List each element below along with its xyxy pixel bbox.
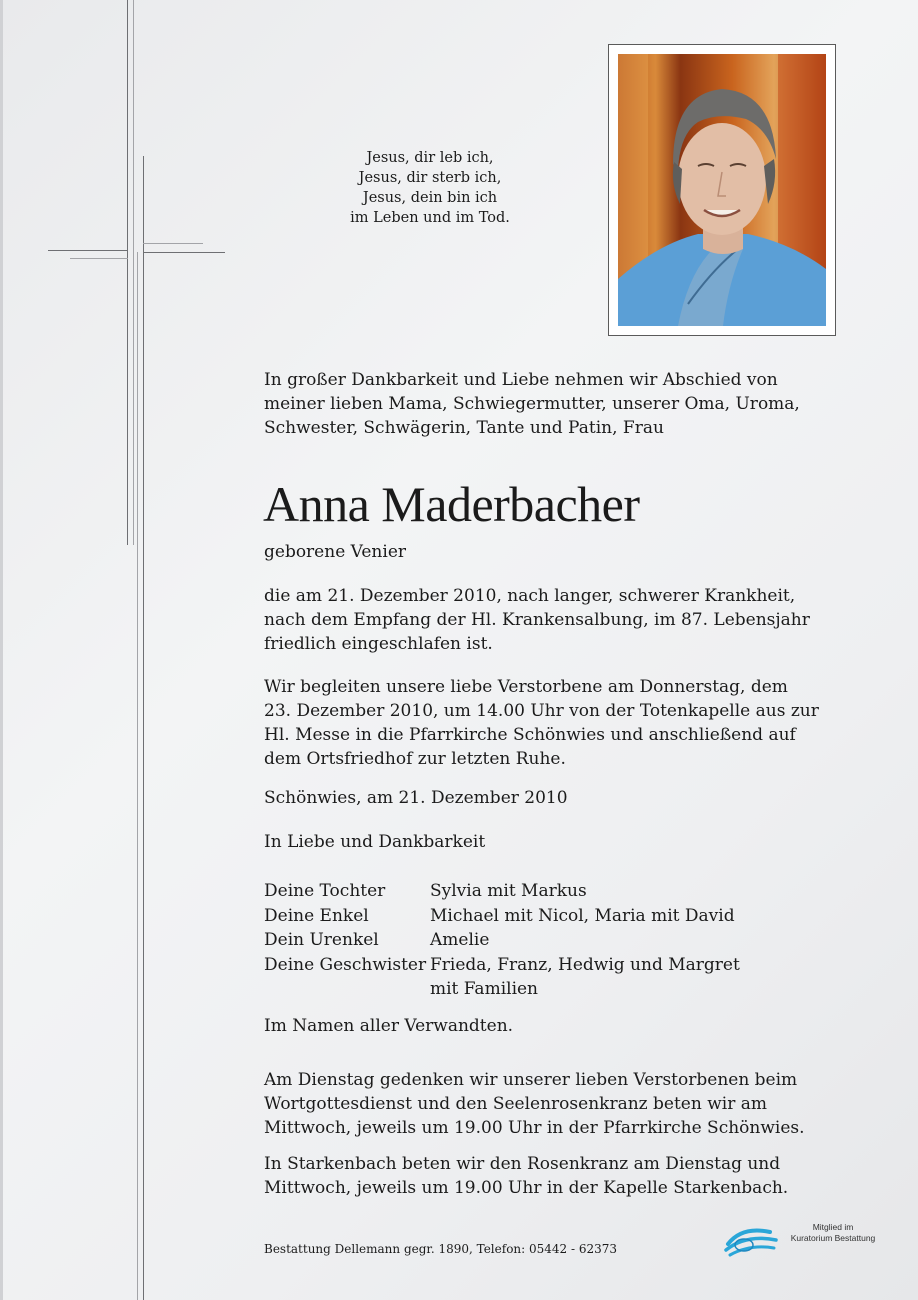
mass-line: Am Dienstag gedenken wir unserer lieben Verstorbenen beim [264,1070,798,1090]
undertaker-footer: Bestattung Dellemann gegr. 1890, Telefon: 05442 - 62373 [264,1242,618,1256]
family-role: Dein Urenkel [264,930,379,950]
verse-line: Jesus, dir sterb ich, [358,170,502,186]
intro-line: Schwester, Schwägerin, Tante und Patin, Frau [264,418,664,438]
closing-line: In Liebe und Dankbarkeit [264,832,486,852]
family-row [264,977,740,1002]
death-line: friedlich eingeschlafen ist. [264,634,493,654]
funeral-line: dem Ortsfriedhof zur letzten Ruhe. [264,749,566,769]
family-role: Deine Geschwister [264,954,427,975]
relatives-line: Im Namen aller Verwandten. [264,1016,514,1036]
intro-line: In großer Dankbarkeit und Liebe nehmen wir Abschied von [264,370,778,390]
membership-line: Mitglied im [812,1222,854,1232]
cross-vertical-line [143,156,144,1300]
family-list [264,879,740,1002]
rosary-line: Mittwoch, jeweils um 19.00 Uhr in der Kapelle Starkenbach. [264,1178,789,1198]
deceased-name: Anna Maderbacher [263,476,640,532]
family-role: Deine Enkel [264,905,369,926]
funeral-line: Wir begleiten unsere liebe Verstorbene am Donnerstag, dem [264,677,788,697]
membership-note [788,1222,878,1244]
intro-line: meiner lieben Mama, Schwiegermutter, unserer Oma, Uroma, [264,394,800,414]
family-names: Sylvia mit Markus [430,881,587,901]
funeral-paragraph [264,675,819,771]
family-role [264,977,430,1002]
prayer-verse [330,148,530,228]
birth-name: geborene Venier [264,542,407,562]
cross-vertical-line [137,252,138,1300]
place-date: Schönwies, am 21. Dezember 2010 [264,788,568,808]
family-names: Amelie [430,930,490,950]
rosary-paragraph [264,1152,788,1200]
cross-vertical-line [127,0,128,545]
family-row [264,879,740,904]
page-edge [0,0,3,1300]
mass-line: Mittwoch, jeweils um 19.00 Uhr in der Pfarrkirche Schönwies. [264,1118,805,1138]
mass-line: Wortgottesdienst und den Seelenrosenkranz beten wir am [264,1094,767,1114]
funeral-line: 23. Dezember 2010, um 14.00 Uhr von der Totenkapelle aus zur [264,701,819,721]
cross-horizontal-line [70,258,128,259]
portrait-photo [618,54,826,326]
family-names: mit Familien [430,979,539,999]
portrait-frame [608,44,836,336]
rosary-line: In Starkenbach beten wir den Rosenkranz am Dienstag und [264,1154,781,1174]
cross-horizontal-line [48,250,128,251]
mass-paragraph [264,1068,805,1140]
verse-line: im Leben und im Tod. [350,210,510,226]
cross-vertical-line [133,0,134,545]
family-row [264,953,740,978]
family-row [264,928,740,953]
intro-paragraph [264,368,800,440]
portrait-illustration [618,54,826,326]
family-names: Michael mit Nicol, Maria mit David [430,905,735,926]
cross-horizontal-line [143,252,225,253]
verse-line: Jesus, dein bin ich [362,190,498,206]
kuratorium-logo-icon [722,1218,782,1260]
membership-line: Kuratorium Bestattung [790,1233,876,1243]
verse-line: Jesus, dir leb ich, [366,150,494,166]
family-names: Frieda, Franz, Hedwig und Margret [430,954,740,975]
death-line: nach dem Empfang der Hl. Krankensalbung, im 87. Lebensjahr [264,610,810,630]
family-role: Deine Tochter [264,881,386,901]
funeral-line: Hl. Messe in die Pfarrkirche Schönwies und anschließend auf [264,725,796,745]
cross-horizontal-line [143,243,203,244]
death-paragraph [264,584,810,656]
family-row [264,904,740,929]
death-line: die am 21. Dezember 2010, nach langer, schwerer Krankheit, [264,586,796,606]
